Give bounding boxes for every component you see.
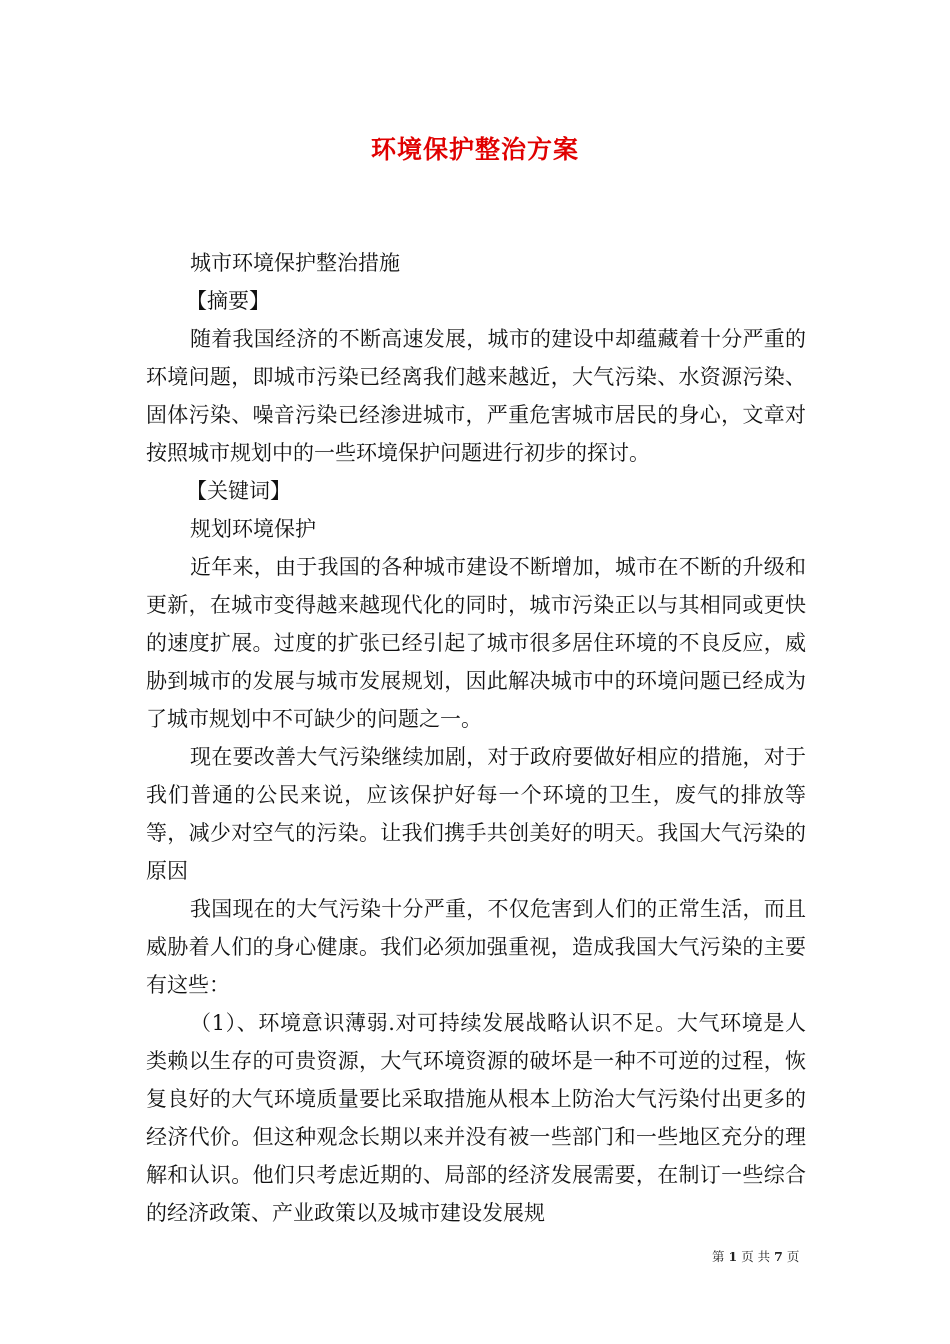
document-title: 环境保护整治方案 — [370, 135, 579, 164]
footer-middle: 页 共 — [741, 1249, 771, 1264]
footer-prefix: 第 — [712, 1249, 725, 1264]
body-paragraph: 近年来，由于我国的各种城市建设不断增加，城市在不断的升级和更新，在城市变得越来越现代化的同时，城市污染正以与其相同或更快的速度扩展。过度的扩张已经引起了城市很多居住环境的不良反应，威胁到城市的发展与城市发展规划，因此解决城市中的环境问题已经成为了城市规划中不可缺少的问题之一。 — [146, 555, 806, 731]
keywords-label: 【关键词】 — [186, 479, 291, 503]
body-paragraph: （1）、环境意识薄弱.对可持续发展战略认识不足。大气环境是人类赖以生存的可贵资源，大气环境资源的破坏是一种不可逆的过程，恢复良好的大气环境质量要比采取措施从根本上防治大气污染付出更多的经济代价。但这种观念长期以来并没有被一些部门和一些地区充分的理解和认识。他们只考虑近期的、局部的经济发展需要，在制订一些综合的经济政策、产业政策以及城市建设发展规 — [146, 1011, 806, 1225]
page-number-footer — [712, 1247, 812, 1265]
current-page-number: 1 — [728, 1249, 738, 1264]
document-body — [146, 244, 806, 1232]
keywords-paragraph: 规划环境保护 — [190, 517, 316, 541]
subtitle-paragraph: 城市环境保护整治措施 — [190, 251, 400, 275]
body-paragraph: 我国现在的大气污染十分严重，不仅危害到人们的正常生活，而且威胁着人们的身心健康。我们必须加强重视，造成我国大气污染的主要有这些： — [146, 897, 806, 997]
abstract-label: 【摘要】 — [186, 289, 270, 313]
footer-suffix: 页 — [786, 1249, 800, 1264]
body-paragraph: 现在要改善大气污染继续加剧，对于政府要做好相应的措施，对于我们普通的公民来说，应该保护好每一个环境的卫生，废气的排放等等，减少对空气的污染。让我们携手共创美好的明天。我国大气污染的原因 — [146, 745, 806, 883]
total-pages-number: 7 — [774, 1249, 783, 1264]
abstract-paragraph: 随着我国经济的不断高速发展，城市的建设中却蕴藏着十分严重的环境问题，即城市污染已经离我们越来越近，大气污染、水资源污染、固体污染、噪音污染已经渗进城市，严重危害城市居民的身心，文章对按照城市规划中的一些环境保护问题进行初步的探讨。 — [146, 327, 806, 465]
